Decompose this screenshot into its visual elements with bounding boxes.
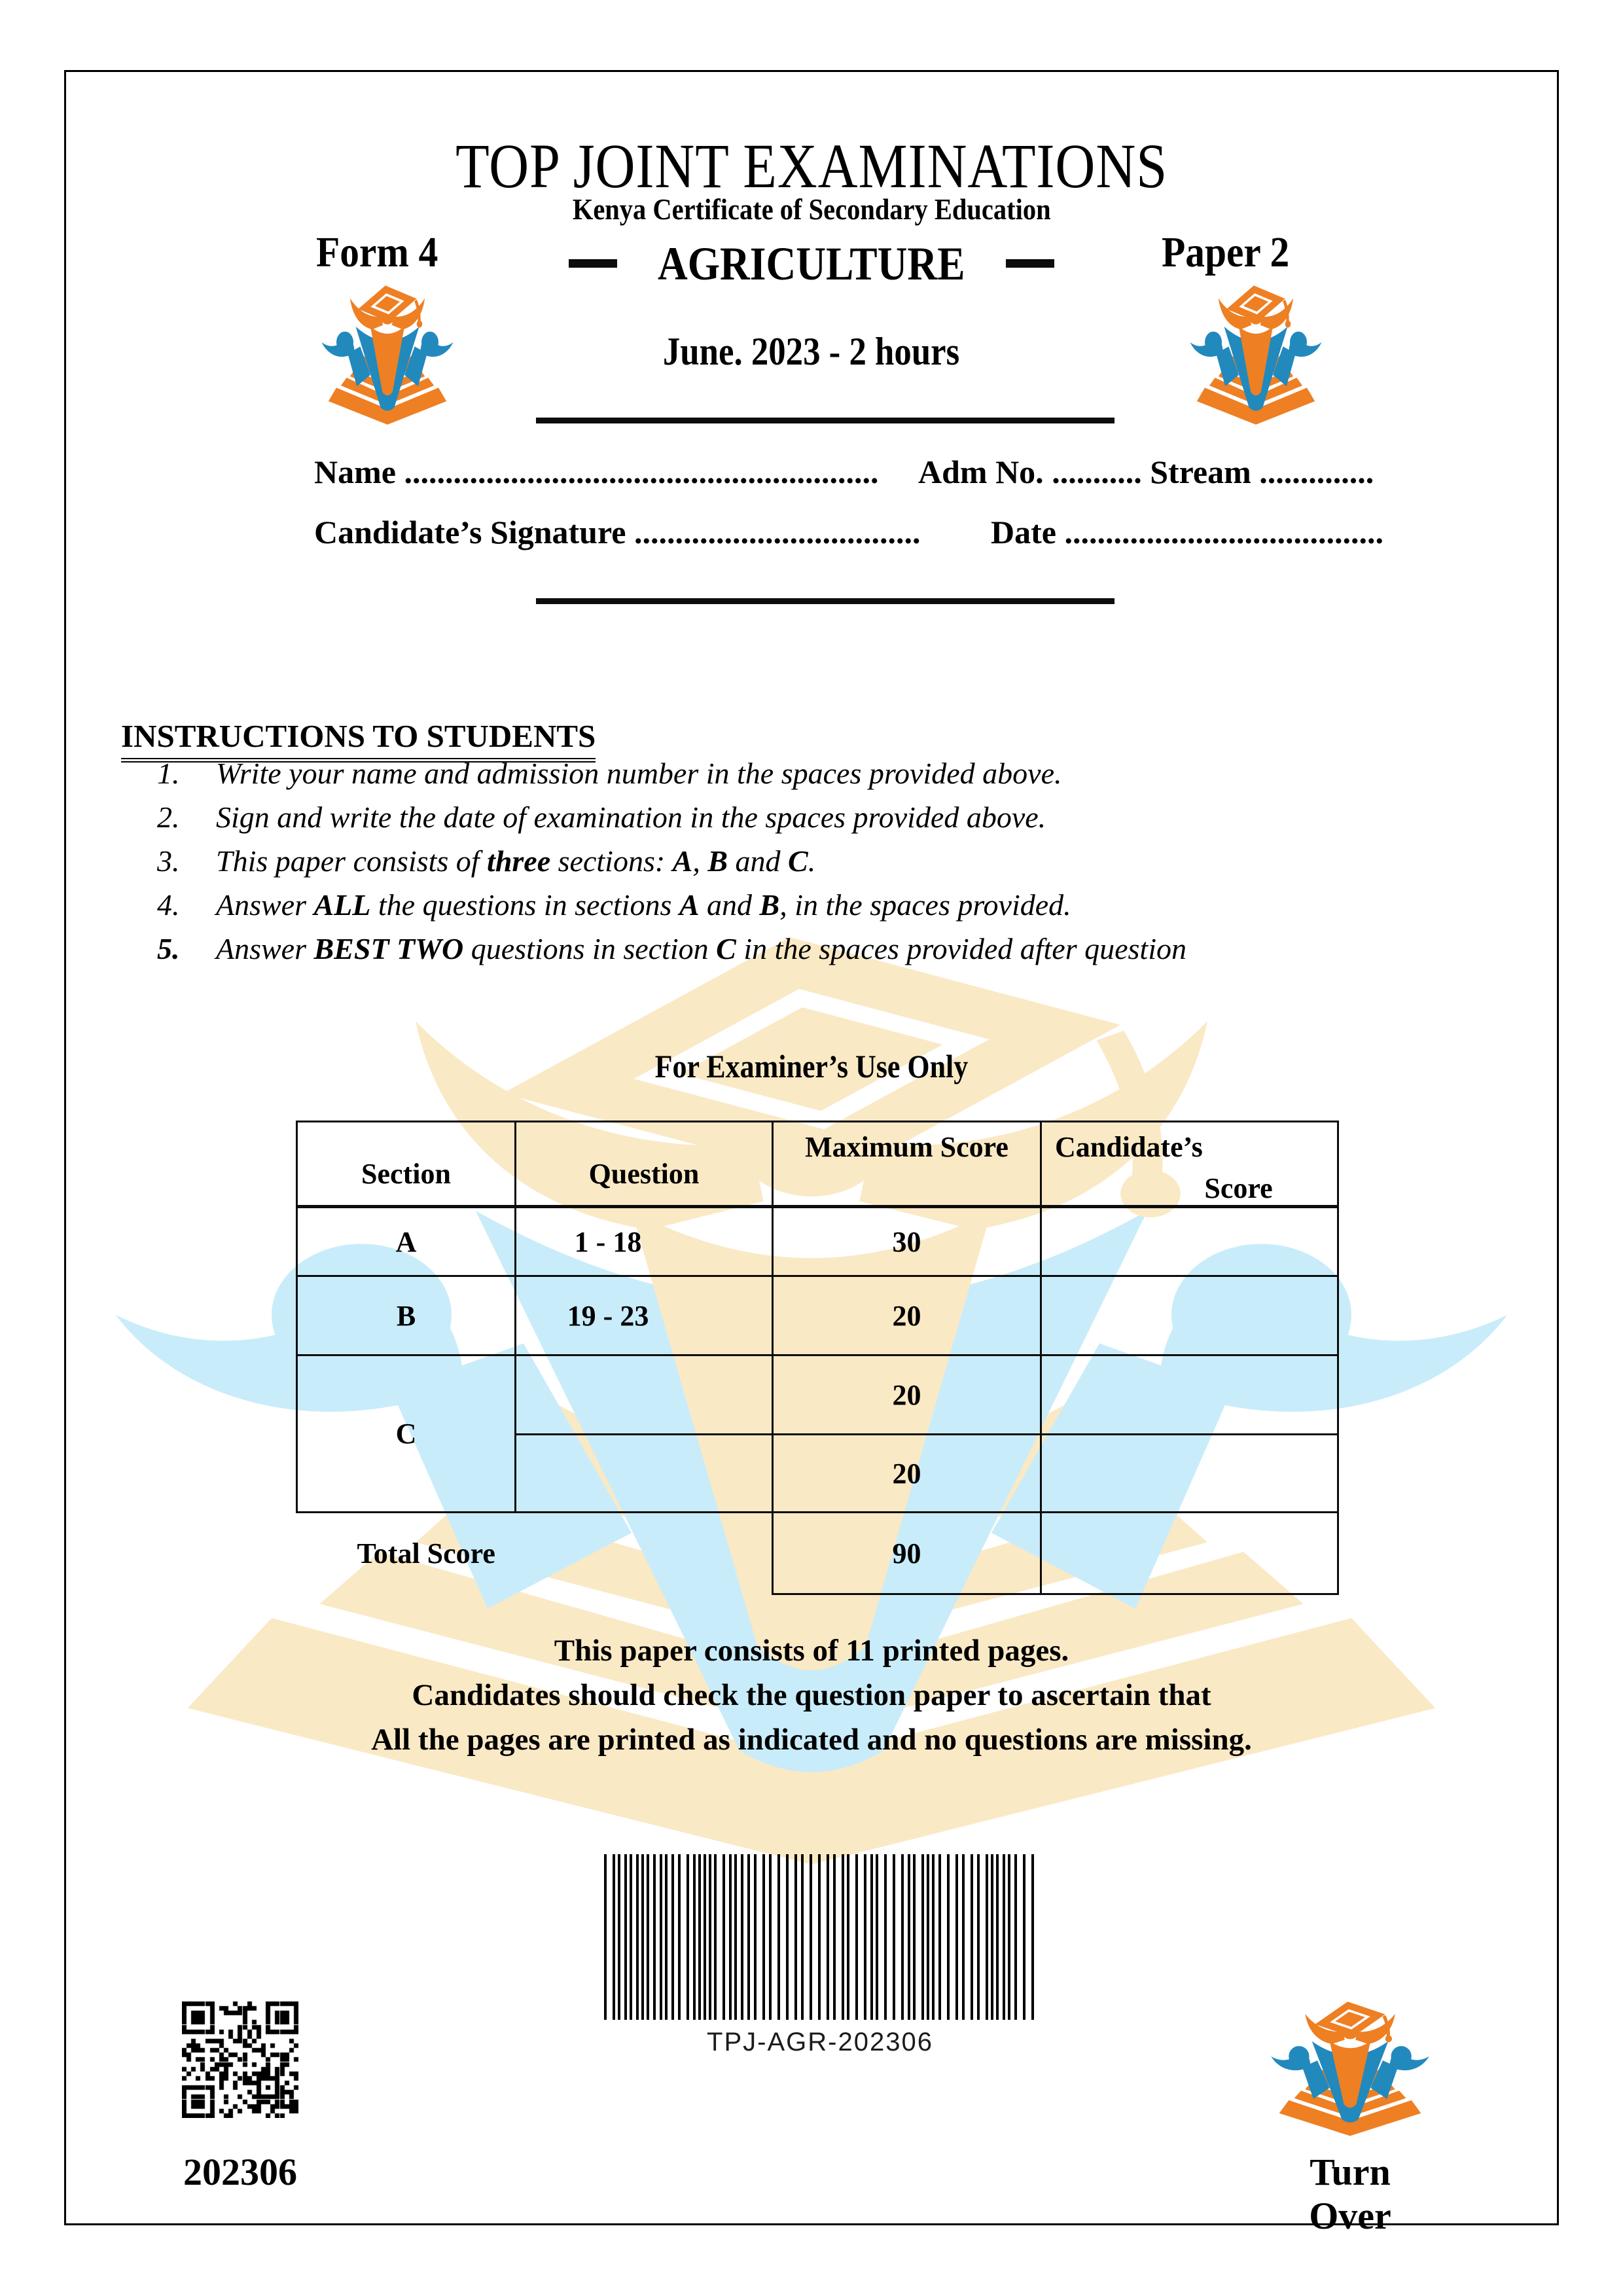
- section-b-questions: 19 - 23: [516, 1276, 773, 1355]
- section-c-candidate-score-2: [1041, 1435, 1338, 1513]
- adm-stream-fields: [918, 453, 1374, 491]
- subject-dash-right: [1006, 259, 1054, 268]
- col-header-max-score: Maximum Score: [773, 1122, 1041, 1207]
- adm-dotted-line: ...........: [1052, 454, 1142, 490]
- section-c-question-1: [516, 1355, 773, 1435]
- instruction-item-4: 4. Answer ALL the questions in sections A and B, in the spaces provided.: [157, 888, 1071, 922]
- col-header-candidate-score: Candidate’s Score: [1041, 1122, 1338, 1207]
- name-dotted-line: ..........................................................: [404, 454, 879, 490]
- section-a-candidate-score: [1041, 1207, 1338, 1276]
- instruction-item-2: 2. Sign and write the date of examination in the spaces provided above.: [157, 800, 1046, 834]
- section-a-questions: 1 - 18: [516, 1207, 773, 1276]
- instruction-item-1: 1. Write your name and admission number in the spaces provided above.: [157, 757, 1062, 790]
- signature-dotted-line: ...................................: [633, 514, 921, 550]
- section-b-max-score: 20: [773, 1276, 1041, 1355]
- serial-number: 202306: [183, 2151, 297, 2193]
- paper-label: Paper 2: [1162, 228, 1290, 276]
- page-title: TOP JOINT EXAMINATIONS: [455, 131, 1168, 201]
- qr-code: [182, 2001, 298, 2118]
- section-b-label: B: [297, 1276, 516, 1355]
- turn-over-label: Turn Over: [1309, 2151, 1391, 2237]
- total-score-label: Total Score: [357, 1537, 495, 1570]
- date-field: Date .......................................: [991, 514, 1383, 550]
- instructions-heading: INSTRUCTIONS TO STUDENTS: [121, 717, 596, 762]
- barcode: [604, 1854, 1036, 2020]
- examiner-table-caption: For Examiner’s Use Only: [654, 1048, 969, 1085]
- section-c-max-score-1: 20: [773, 1355, 1041, 1435]
- name-field: Name ..........................................................: [314, 454, 879, 490]
- stream-field: Stream: [1150, 454, 1251, 490]
- table-row-section-c1: [297, 1355, 1338, 1435]
- divider-rule-bottom: [536, 598, 1115, 604]
- table-row-section-a: [297, 1207, 1338, 1276]
- section-a-max-score: 30: [773, 1207, 1041, 1276]
- col-header-question: Question: [516, 1122, 773, 1207]
- subject-dash-left: [569, 259, 617, 268]
- total-candidate-score: [1041, 1513, 1338, 1594]
- session-line: June. 2023 - 2 hours: [663, 330, 960, 373]
- section-c-label: C: [297, 1355, 516, 1513]
- table-row-section-b: [297, 1276, 1338, 1355]
- section-b-candidate-score: [1041, 1276, 1338, 1355]
- date-dotted-line: .......................................: [1064, 514, 1383, 550]
- instruction-item-3: 3. This paper consists of three sections: A, B and C.: [157, 844, 816, 878]
- instruction-item-5: 5. Answer BEST TWO questions in section C in the spaces provided after question: [157, 932, 1186, 965]
- barcode-label: TPJ-AGR-202306: [707, 2028, 933, 2056]
- section-c-max-score-2: 20: [773, 1435, 1041, 1513]
- examiner-score-table: [296, 1121, 1339, 1595]
- total-max-score: 90: [773, 1513, 1041, 1594]
- col-header-section: Section: [297, 1122, 516, 1207]
- table-row-total: [297, 1513, 1338, 1594]
- section-c-candidate-score-1: [1041, 1355, 1338, 1435]
- check-notice-line-2: All the pages are printed as indicated and no questions are missing.: [371, 1723, 1252, 1757]
- divider-rule-top: [536, 418, 1115, 423]
- page-subtitle: Kenya Certificate of Secondary Education: [572, 192, 1051, 226]
- check-notice-line-1: Candidates should check the question paper to ascertain that: [412, 1678, 1211, 1712]
- signature-field: Candidate’s Signature ...................................: [314, 514, 921, 550]
- subject-title: AGRICULTURE: [0, 237, 1623, 291]
- section-c-question-2: [516, 1435, 773, 1513]
- page-count-notice: This paper consists of 11 printed pages.: [554, 1634, 1069, 1668]
- stream-dotted-line: ..............: [1259, 454, 1374, 490]
- section-a-label: A: [297, 1207, 516, 1276]
- form-label: Form 4: [316, 228, 438, 276]
- school-logo-bottom-right: [1268, 2001, 1432, 2145]
- adm-no-field: Adm No.: [918, 454, 1044, 490]
